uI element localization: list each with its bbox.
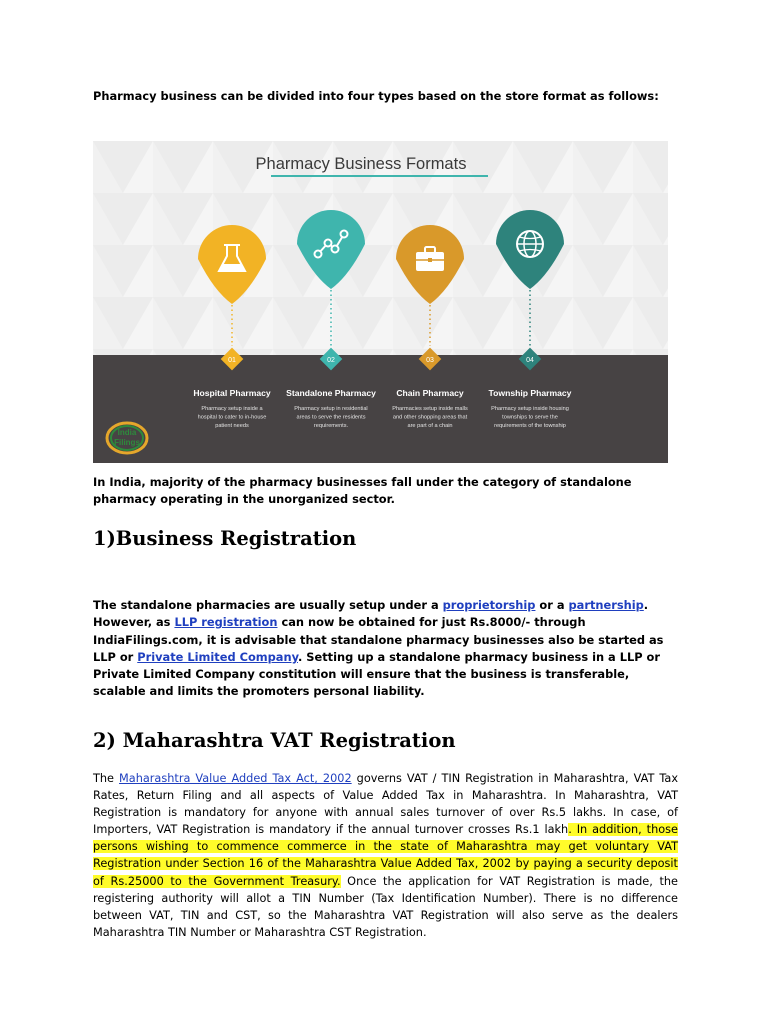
partnership-link[interactable]: partnership bbox=[568, 598, 644, 612]
format-description: requirements. bbox=[313, 423, 349, 429]
format-description: areas to serve the residents bbox=[296, 414, 366, 421]
dark-band bbox=[93, 355, 668, 463]
private-limited-company-link[interactable]: Private Limited Company bbox=[137, 649, 298, 664]
proprietorship-link[interactable]: proprietorship bbox=[442, 598, 536, 612]
maharashtra-vat-act-link[interactable]: Maharashtra Value Added Tax Act, 2002 bbox=[119, 772, 352, 785]
para2-text-1: The standalone pharmacies are usually setup under a bbox=[93, 598, 443, 612]
logo-text-filings: Filings bbox=[114, 438, 140, 447]
infographic-title: Pharmacy Business Formats bbox=[255, 155, 467, 173]
intro-text: Pharmacy business can be divided into four types based on the store format as follows: bbox=[93, 89, 659, 103]
format-description: and other shopping areas that bbox=[392, 414, 468, 421]
logo-text-india: India bbox=[117, 428, 137, 437]
business-registration-paragraph bbox=[93, 597, 678, 701]
format-description: patient needs bbox=[215, 423, 249, 429]
format-number: 03 bbox=[426, 357, 434, 364]
para3-text-3: Once the application for VAT Registration is made, the registering authority will allot a TIN Number (Tax Identification Number). There is no difference between VAT, TIN and CST, so the Maharashtra VAT Registration will also serve as the dealers Maharashtra TIN Number or Maharashtra CST Registration. bbox=[93, 874, 678, 939]
format-name: Chain Pharmacy bbox=[396, 388, 464, 398]
format-description: are part of a chain bbox=[407, 423, 453, 429]
format-description: requirements of the township bbox=[494, 423, 566, 429]
para2-text-5: . Setting up a standalone pharmacy business in a LLP or Private Limited Company constitution will ensure that the business is transferable, scalable and limits the promoters personal liability. bbox=[93, 649, 660, 699]
format-number: 01 bbox=[228, 357, 236, 364]
vat-registration-paragraph bbox=[93, 770, 678, 941]
format-description: Pharmacy setup inside a bbox=[201, 406, 263, 412]
format-description: hospital to cater to in-house bbox=[197, 414, 267, 421]
standalone-note-paragraph: In India, majority of the pharmacy businesses fall under the category of standalone pharmacy operating in the unorganized sector. bbox=[93, 475, 632, 506]
format-description: Pharmacies setup inside malls bbox=[392, 406, 468, 412]
format-number: 02 bbox=[327, 357, 335, 364]
format-name: Hospital Pharmacy bbox=[193, 388, 271, 398]
para3-text-1: The bbox=[93, 772, 120, 785]
para2-text-3: . However, as bbox=[93, 598, 649, 630]
title-underline bbox=[271, 175, 488, 177]
para2-text-2: or a bbox=[535, 598, 569, 612]
format-number: 04 bbox=[526, 357, 534, 364]
heading-vat-registration: 2) Maharashtra VAT Registration bbox=[93, 729, 456, 752]
heading-business-registration: 1)Business Registration bbox=[93, 527, 357, 550]
format-name: Township Pharmacy bbox=[488, 388, 572, 398]
para3-text-2: governs VAT / TIN Registration in Maharashtra, VAT Tax Rates, Return Filing and all aspects of Value Added Tax in Maharashtra. In Maharashtra, VAT Registration is mandatory for anyone with annual sales turnover of over Rs.5 lakhs. In case, of Importers, VAT Registration is mandatory if the annual turnover crosses Rs.1 lakh bbox=[93, 772, 678, 837]
pharmacy-formats-infographic bbox=[93, 141, 668, 463]
para2-text-4: can now be obtained for just Rs.8000/- through IndiaFilings.com, it is advisable that standalone pharmacy businesses also be started as LLP or bbox=[93, 615, 664, 664]
format-description: Pharmacy setup inside housing bbox=[491, 406, 569, 412]
format-name: Standalone Pharmacy bbox=[286, 388, 376, 398]
format-description: townships to serve the bbox=[502, 414, 558, 421]
llp-registration-link[interactable]: LLP registration bbox=[174, 615, 278, 630]
format-description: Pharmacy setup in residential bbox=[294, 406, 368, 412]
highlighted-text: . In addition, those persons wishing to commence commerce in the state of Maharashtra may get voluntary VAT Registration under Section 16 of the Maharashtra Value Added Tax, 2002 by paying a security deposit of Rs.25000 to the Government Treasury. bbox=[93, 823, 678, 888]
